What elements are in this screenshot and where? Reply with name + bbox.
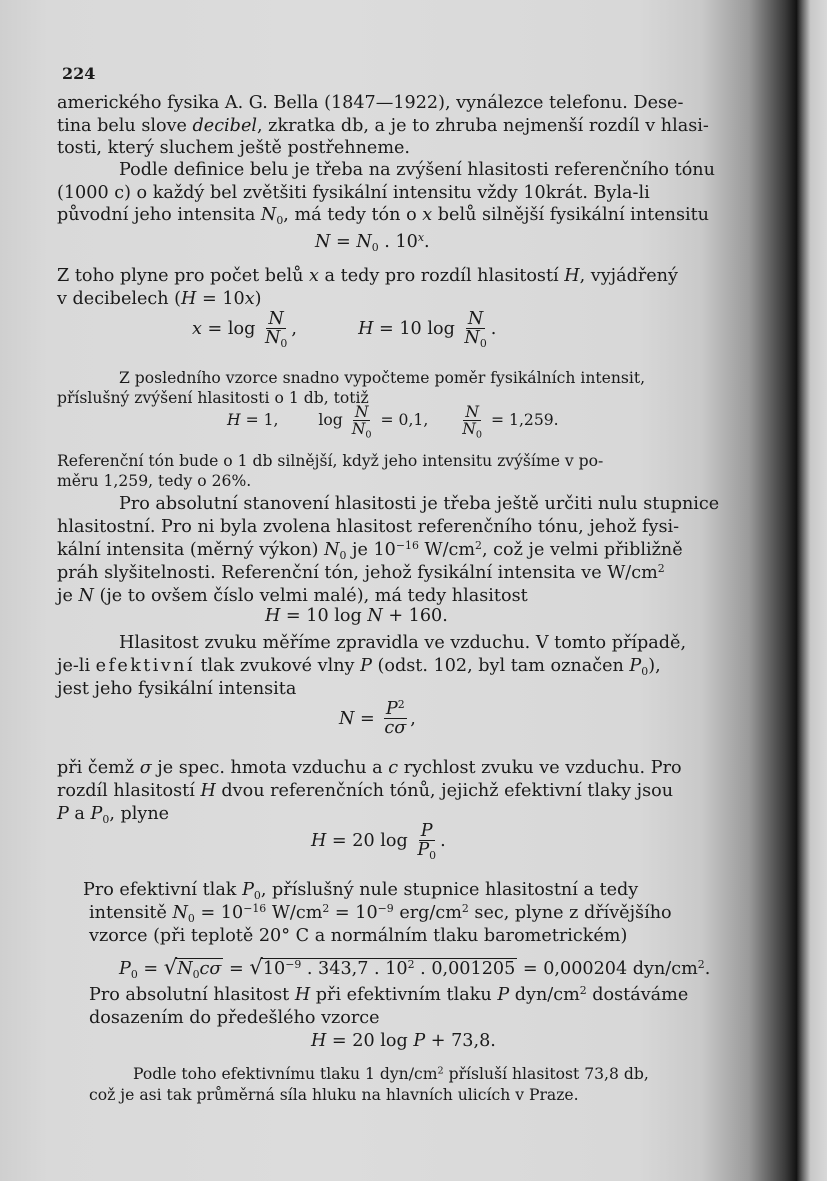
text-line bbox=[57, 205, 709, 227]
text: amerického fysika A. G. Bella (1847—1922), vynálezce telefonu. Dese- bbox=[57, 93, 684, 113]
equation-2 bbox=[192, 309, 497, 351]
var: H bbox=[311, 830, 327, 851]
text: a tedy pro rozdíl hlasitostí bbox=[318, 266, 565, 286]
text: , bbox=[410, 708, 416, 729]
var: N bbox=[367, 606, 383, 626]
equation-5 bbox=[339, 700, 416, 738]
text-line bbox=[57, 1085, 579, 1107]
var: P bbox=[385, 699, 398, 719]
sup: 2 bbox=[475, 539, 482, 552]
text: , vyjádřený bbox=[579, 266, 678, 286]
fraction bbox=[460, 403, 484, 441]
var: P bbox=[420, 821, 433, 841]
fraction bbox=[350, 403, 374, 441]
op: = bbox=[330, 232, 357, 252]
sup: −9 bbox=[377, 902, 394, 915]
text: při čemž bbox=[57, 758, 140, 778]
var: N bbox=[339, 708, 355, 729]
equation-3 bbox=[227, 403, 559, 441]
text: rychlost zvuku ve vzduchu. Pro bbox=[398, 758, 682, 778]
sup: 2 bbox=[697, 958, 705, 971]
sup: −9 bbox=[285, 958, 302, 971]
text: (1000 c) o každý bel zvětšiti fysikální intensitu vždy 10krát. Byla-li bbox=[57, 183, 650, 203]
text: původní jeho intensita bbox=[57, 205, 261, 225]
op: = bbox=[223, 959, 250, 979]
equation-6 bbox=[311, 821, 446, 863]
text: Podle definice belu je třeba na zvýšení hlasitosti referenčního tónu bbox=[119, 160, 715, 180]
text: , plyne bbox=[109, 804, 170, 824]
sup: 2 bbox=[407, 958, 415, 971]
text-line bbox=[57, 540, 683, 562]
sqrt-body bbox=[175, 958, 223, 981]
text: + 160. bbox=[382, 606, 448, 626]
var: P bbox=[90, 804, 103, 824]
sub: 0 bbox=[641, 664, 649, 678]
text: tina belu slove bbox=[57, 116, 193, 136]
text: je 10 bbox=[346, 540, 396, 560]
text-line bbox=[57, 563, 665, 585]
text: je-li bbox=[57, 656, 96, 676]
text: . bbox=[490, 318, 497, 339]
text-line bbox=[57, 679, 296, 701]
var: σ bbox=[139, 758, 152, 778]
text: Referenční tón bude o 1 db silnější, když jeho intensitu zvýšíme v po- bbox=[57, 452, 604, 470]
text: Pro absolutní hlasitost bbox=[89, 985, 295, 1005]
sup: −16 bbox=[395, 539, 419, 552]
text-line bbox=[57, 903, 672, 925]
sub: 0 bbox=[339, 548, 347, 562]
text-line bbox=[57, 656, 661, 678]
var: N bbox=[78, 586, 94, 606]
page-number: 224 bbox=[62, 64, 96, 83]
var: N bbox=[315, 232, 331, 252]
text: vzorce (při teplotě 20° C a normálním tlaku barometrickém) bbox=[89, 926, 628, 946]
text-line bbox=[57, 138, 410, 160]
text-line bbox=[57, 1064, 649, 1086]
var: N bbox=[268, 309, 284, 329]
text: = 10 bbox=[196, 289, 245, 309]
text-line bbox=[57, 633, 686, 655]
var: P bbox=[57, 804, 69, 824]
text: log bbox=[318, 410, 348, 429]
text-line bbox=[57, 985, 688, 1007]
text: ) bbox=[254, 289, 262, 309]
text-line bbox=[57, 183, 650, 205]
text: , má tedy tón o bbox=[283, 205, 423, 225]
op: = 20 log bbox=[326, 830, 414, 851]
var: x bbox=[192, 318, 202, 339]
text: . 10 bbox=[378, 232, 418, 252]
text-line bbox=[57, 1008, 380, 1030]
text: příslušný zvýšení hlasitosti o 1 db, totiž bbox=[57, 389, 369, 407]
sup: 2 bbox=[657, 562, 665, 575]
var: N bbox=[462, 420, 476, 439]
sub: 0 bbox=[187, 911, 195, 925]
text: a bbox=[68, 804, 91, 824]
text: tlak zvukové vlny bbox=[194, 656, 361, 676]
sup: 2 bbox=[437, 1065, 444, 1077]
op: = bbox=[137, 959, 164, 979]
text: Z toho plyne pro počet belů bbox=[57, 266, 310, 286]
var: N bbox=[264, 328, 281, 349]
text: je bbox=[57, 586, 79, 606]
var: N bbox=[260, 205, 277, 225]
text: hlasitostní. Pro ni byla zvolena hlasitost referenčního tónu, jehož fysi- bbox=[57, 517, 680, 537]
text: . 343,7 . 10 bbox=[301, 959, 408, 979]
text: Podle toho efektivnímu tlaku 1 dyn/cm bbox=[133, 1065, 438, 1083]
text: jest jeho fysikální intensita bbox=[57, 679, 297, 699]
equation-7 bbox=[119, 956, 710, 981]
text-line bbox=[57, 517, 679, 539]
var: N bbox=[324, 540, 340, 560]
text: , bbox=[291, 318, 297, 339]
var: x bbox=[244, 289, 255, 309]
text-line bbox=[57, 804, 169, 826]
sub: 0 bbox=[192, 967, 200, 981]
spaced-text: efektivní bbox=[95, 656, 195, 676]
fraction bbox=[462, 309, 488, 351]
text: = 0,1, bbox=[375, 410, 429, 429]
text-line bbox=[57, 926, 627, 948]
text-line bbox=[57, 494, 719, 516]
text: dvou referenčních tónů, jejichž efektivní tlaky jsou bbox=[215, 781, 674, 801]
sup: 2 bbox=[397, 698, 405, 711]
var: N bbox=[465, 403, 479, 421]
text-line bbox=[57, 266, 678, 288]
text: dyn/cm bbox=[509, 985, 580, 1005]
text: . bbox=[424, 232, 430, 252]
text: = 10 bbox=[329, 903, 378, 923]
text: sec, plyne z dřívějšího bbox=[468, 903, 672, 923]
text: měru 1,259, tedy o 26%. bbox=[57, 472, 252, 490]
sup: 2 bbox=[579, 984, 587, 997]
sqrt-icon: √ bbox=[249, 954, 263, 979]
var: H bbox=[358, 318, 374, 339]
sqrt-body bbox=[261, 958, 517, 981]
text: intensitě bbox=[89, 903, 173, 923]
text-line bbox=[57, 160, 715, 182]
text-line bbox=[57, 758, 682, 780]
text: kální intensita (měrný výkon) bbox=[57, 540, 325, 560]
text: při efektivním tlaku bbox=[310, 985, 498, 1005]
text: , což je velmi přibližně bbox=[482, 540, 683, 560]
text: Pro absolutní stanovení hlasitosti je třeba ještě určiti nulu stupnice bbox=[119, 494, 720, 514]
text-line bbox=[57, 116, 709, 138]
var: H bbox=[181, 289, 197, 309]
var: N bbox=[356, 232, 372, 252]
text: (odst. 102, byl tam označen bbox=[371, 656, 630, 676]
sub: 0 bbox=[371, 240, 379, 254]
op: = 10 log bbox=[373, 318, 461, 339]
text-line bbox=[57, 880, 638, 902]
text-line bbox=[57, 368, 645, 390]
text: tosti, který sluchem ještě postřehneme. bbox=[57, 138, 411, 158]
var: c bbox=[388, 758, 399, 778]
fraction bbox=[263, 309, 289, 351]
text: ), bbox=[648, 656, 661, 676]
text: . bbox=[704, 959, 711, 979]
text-line bbox=[57, 781, 673, 803]
var: H bbox=[564, 266, 580, 286]
sub: 0 bbox=[276, 213, 284, 227]
text: dostáváme bbox=[586, 985, 689, 1005]
var: H bbox=[294, 985, 311, 1005]
var: H bbox=[311, 1031, 327, 1051]
var: P bbox=[413, 1031, 426, 1051]
text: v decibelech ( bbox=[57, 289, 182, 309]
var: N bbox=[177, 959, 193, 979]
sqrt-icon: √ bbox=[163, 954, 178, 979]
var: N bbox=[354, 403, 369, 421]
var: N bbox=[351, 420, 366, 439]
text: = 0,000204 dyn/cm bbox=[517, 959, 698, 979]
text-line bbox=[57, 586, 528, 608]
text: Hlasitost zvuku měříme zpravidla ve vzduchu. V tomto případě, bbox=[119, 633, 687, 653]
text: + 73,8. bbox=[425, 1031, 496, 1051]
var: H bbox=[227, 410, 241, 429]
text: . bbox=[440, 830, 446, 851]
text: což je asi tak průměrná síla hluku na hlavních ulicích v Praze. bbox=[89, 1086, 579, 1104]
equation-8 bbox=[311, 1031, 496, 1053]
text: rozdíl hlasitostí bbox=[57, 781, 201, 801]
text: erg/cm bbox=[393, 903, 462, 923]
text: je spec. hmota vzduchu a bbox=[151, 758, 389, 778]
emphasis-decibel: decibel bbox=[192, 116, 257, 136]
var: P bbox=[417, 840, 430, 861]
text: Z posledního vzorce snadno vypočteme poměr fysikálních intensit, bbox=[119, 369, 646, 387]
equation-4 bbox=[265, 606, 448, 628]
op: = 20 log bbox=[326, 1031, 414, 1051]
op: = log bbox=[201, 318, 261, 339]
sub: 0 bbox=[365, 429, 372, 441]
sub: 0 bbox=[479, 337, 487, 351]
text: belů silnější fysikální intensitu bbox=[432, 205, 710, 225]
sup: 2 bbox=[322, 902, 330, 915]
var: cσ bbox=[199, 959, 222, 979]
var: N bbox=[172, 903, 188, 923]
var: N bbox=[467, 309, 484, 329]
var: x bbox=[417, 231, 425, 244]
text: = 10 bbox=[194, 903, 244, 923]
text: = 1, bbox=[240, 410, 279, 429]
sup: −16 bbox=[243, 902, 267, 915]
text: W/cm bbox=[418, 540, 476, 560]
var: P bbox=[497, 985, 510, 1005]
var: H bbox=[200, 781, 216, 801]
sub: 0 bbox=[429, 849, 437, 863]
sub: 0 bbox=[253, 888, 261, 902]
text: přísluší hlasitost 73,8 db, bbox=[443, 1065, 649, 1083]
var: P bbox=[629, 656, 642, 676]
text: dosazením do předešlého vzorce bbox=[89, 1008, 380, 1028]
sub: 0 bbox=[102, 812, 110, 826]
text: práh slyšitelnosti. Referenční tón, jehož fysikální intensita ve W/cm bbox=[57, 563, 658, 583]
text: 10 bbox=[262, 959, 286, 979]
page-binding-edge bbox=[797, 0, 827, 1181]
op: = bbox=[354, 708, 381, 729]
sup: 2 bbox=[461, 902, 469, 915]
var: cσ bbox=[384, 718, 407, 739]
text-line bbox=[57, 451, 603, 473]
var: x bbox=[422, 205, 433, 225]
fraction bbox=[415, 821, 438, 863]
text: = 10 log bbox=[280, 606, 368, 626]
var: x bbox=[309, 266, 319, 286]
var: P bbox=[119, 959, 131, 979]
sub: 0 bbox=[475, 429, 483, 441]
text: = 1,259. bbox=[486, 410, 559, 429]
var: H bbox=[265, 606, 281, 626]
var: P bbox=[242, 880, 254, 900]
text-line bbox=[57, 471, 251, 493]
text-line bbox=[57, 289, 262, 311]
sub: 0 bbox=[130, 967, 138, 981]
var: N bbox=[464, 328, 480, 349]
var: P bbox=[360, 656, 372, 676]
text-line bbox=[57, 93, 683, 115]
text: Pro efektivní tlak bbox=[83, 880, 243, 900]
text: , příslušný nule stupnice hlasitostní a tedy bbox=[260, 880, 639, 900]
fraction bbox=[382, 700, 408, 738]
text: , zkratka db, a je to zhruba nejmenší rozdíl v hlasi- bbox=[257, 116, 709, 136]
text: . 0,001205 bbox=[414, 959, 516, 979]
text: (je to ovšem číslo velmi malé), má tedy hlasitost bbox=[93, 586, 528, 606]
text: W/cm bbox=[266, 903, 323, 923]
equation-1 bbox=[315, 232, 430, 254]
sub: 0 bbox=[280, 337, 288, 351]
